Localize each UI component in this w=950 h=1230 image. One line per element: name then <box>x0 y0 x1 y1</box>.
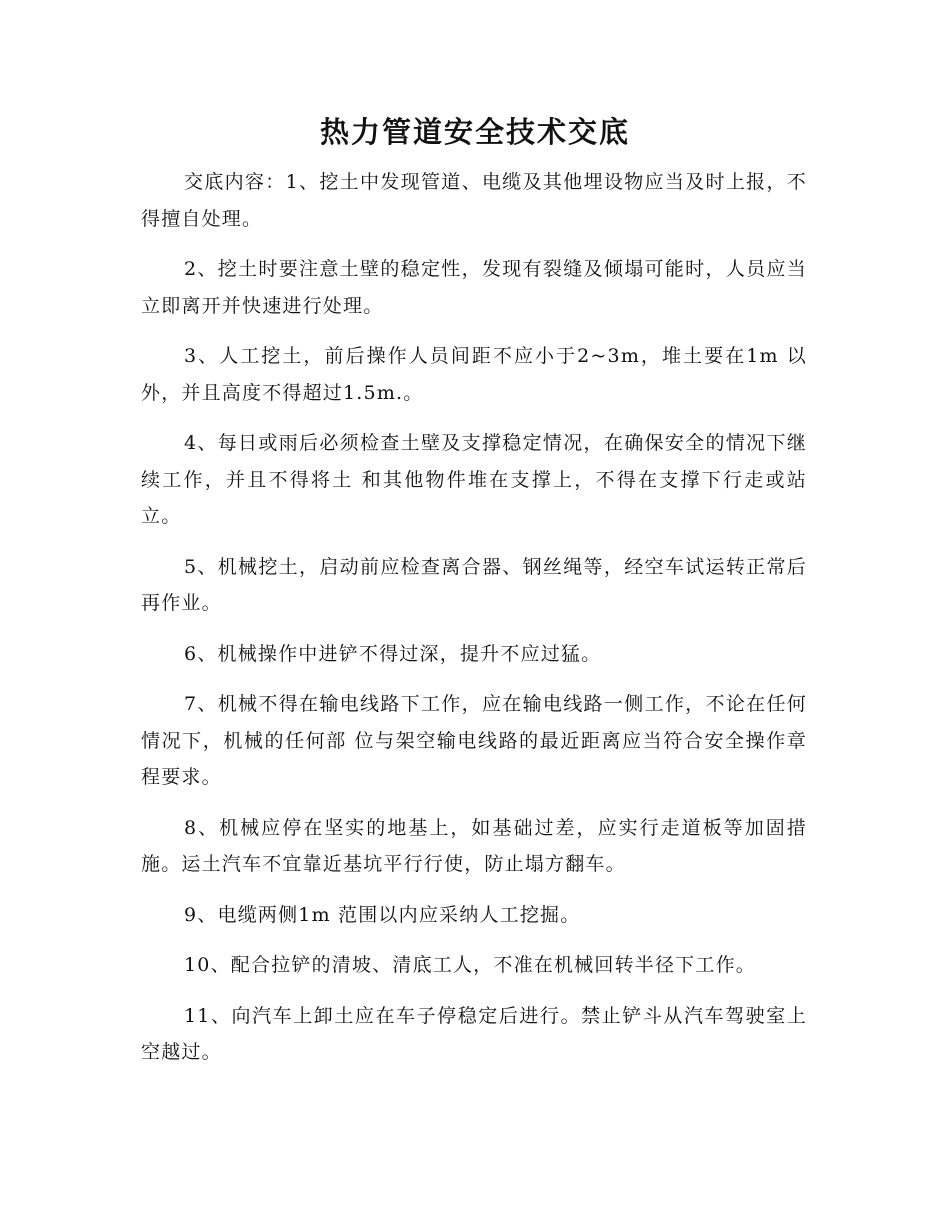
paragraph-2: 2、挖土时要注意土壁的稳定性，发现有裂缝及倾塌可能时，人员应当立即离开并快速进行处理。 <box>141 258 807 317</box>
paragraph-9: 9、电缆两侧1m 范围以内应采纳人工挖掘。 <box>184 903 581 926</box>
document-body <box>141 164 807 1085</box>
paragraph-1: 交底内容：1、挖土中发现管道、电缆及其他埋设物应当及时上报，不得擅自处理。 <box>141 171 807 230</box>
paragraph-6: 6、机械操作中进铲不得过深，提升不应过猛。 <box>184 642 602 665</box>
paragraph-4: 4、每日或雨后必须检查土壁及支撑稳定情况，在确保安全的情况下继续工作，并且不得将土 和其他物件堆在支撑上，不得在支撑下行走或站立。 <box>141 432 807 527</box>
paragraph-11: 11、向汽车上卸土应在车子停稳定后进行。禁止铲斗从汽车驾驶室上空越过。 <box>141 1004 807 1063</box>
paragraph-7: 7、机械不得在输电线路下工作，应在输电线路一侧工作，不论在任何情况下，机械的任何部 位与架空输电线路的最近距离应当符合安全操作章程要求。 <box>141 693 807 788</box>
paragraph-3: 3、人工挖土，前后操作人员间距不应小于2~3m，堆土要在1m 以外，并且高度不得超过1.5m.。 <box>141 345 807 404</box>
paragraph-5: 5、机械挖土，启动前应检查离合器、钢丝绳等，经空车试运转正常后再作业。 <box>141 555 807 614</box>
paragraph-8: 8、机械应停在坚实的地基上，如基础过差，应实行走道板等加固措施。运土汽车不宜靠近基坑平行行使，防止塌方翻车。 <box>141 816 807 875</box>
document-title: 热力管道安全技术交底 <box>319 115 630 149</box>
paragraph-10: 10、配合拉铲的清坡、清底工人，不准在机械回转半径下工作。 <box>184 954 756 976</box>
